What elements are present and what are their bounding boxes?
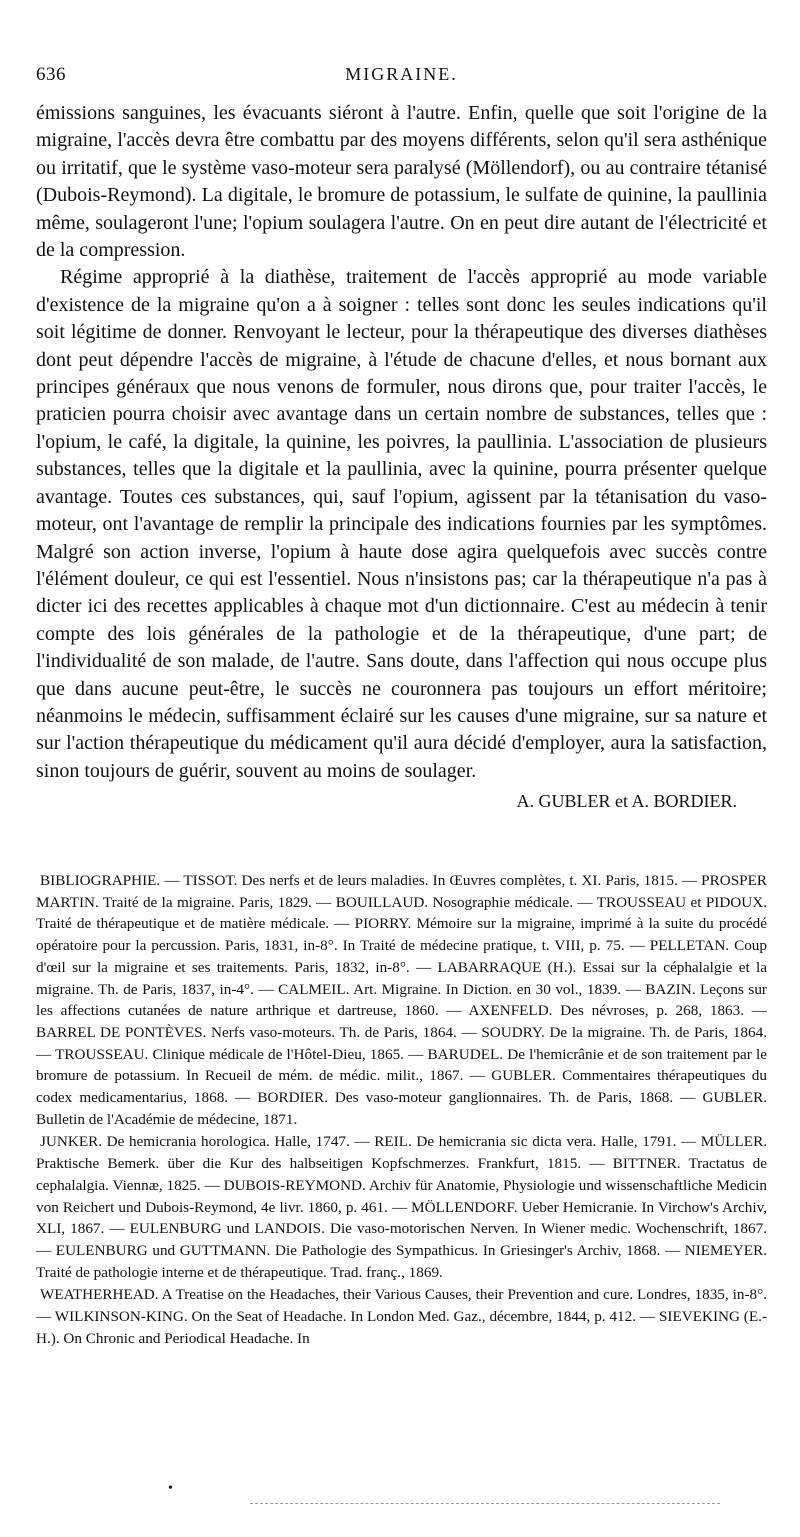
paragraph-2: Régime approprié à la diathèse, traitement de l'accès approprié au mode variable d'existence de la migraine qu'on a à soigner : telles sont donc les seules indications qu'il soit légitime de donner. Renvoyant le lecteur, pour la thérapeutique des diverses diathèses dont peut dépendre l'accès de migraine, à l'étude de chacune d'elles, et nous bornant aux principes généraux que nous venons de formuler, nous dirons que, pour traiter l'accès, le praticien pourra choisir avec avantage dans un certain nombre de substances, telles que : l'opium, le café, la digitale, la quinine, les poivres, la paullinia. L'association de plusieurs substances, telles que la digitale et la paullinia, avec la quinine, pourra présenter quelque avantage. Toutes ces substances, qui, sauf l'opium, agissent par la tétanisation du vaso-moteur, ont l'avantage de remplir la principale des indications fournies par les symptômes. Malgré son action inverse, l'opium à haute dose agira quelquefois avec succès contre l'élément douleur, ce qui est l'essentiel. Nous n'insistons pas; car la thérapeutique n'a pas à dicter ici des recettes applicables à chaque mot d'un dictionnaire. C'est au médecin à tenir compte des lois générales de la pathologie et de la thérapeutique, d'une part; de l'individualité de son malade, de l'autre. Sans doute, dans l'affection qui nous occupe plus que dans aucune peut-être, le succès ne couronnera pas toujours un effort méritoire; néanmoins le médecin, suffisamment éclairé sur les causes d'une migraine, sur sa nature et sur l'action thérapeutique du médicament qu'il aura décidé d'employer, aura la satisfaction, sinon toujours de guérir, souvent au moins de soulager. [36, 266, 767, 782]
document-page [36, 0, 767, 1537]
bibliography-english: WEATHERHEAD. A Treatise on the Headaches, their Various Causes, their Prevention and cure. Londres, 1835, in-8°. — WILKINSON-KING. On the Seat of Headache. In London Med. Gaz., décembre, 1844, p. 412. — SIEVEKING (E.-H.). On Chronic and Periodical Headache. In [36, 1286, 767, 1347]
bibliography-french: BIBLIOGRAPHIE. — TISSOT. Des nerfs et de leurs maladies. In Œuvres complètes, t. XI. Paris, 1815. — PROSPER MARTIN. Traité de la migraine. Paris, 1829. — BOUILLAUD. Nosographie médicale. — TROUSSEAU et PIDOUX. Traité de thérapeutique et de matière médicale. — PIORRY. Mémoire sur la migraine, imprimé à la suite du procédé opératoire pour la percussion. Paris, 1831, in-8°. In Traité de médecine pratique, t. VIII, p. 75. — PELLETAN. Coup d'œil sur la migraine et ses traitements. Paris, 1832, in-8°. — LABARRAQUE (H.). Essai sur la céphalalgie et la migraine. Th. de Paris, 1837, in-4°. — CALMEIL. Art. Migraine. In Diction. en 30 vol., 1839. — BAZIN. Leçons sur les affections cutanées de nature arthrique et dartreuse, 1860. — AXENFELD. Des névroses, p. 268, 1863. — BARREL DE PONTÈVES. Nerfs vaso-moteurs. Th. de Paris, 1864. — SOUDRY. De la migraine. Th. de Paris, 1864. — TROUSSEAU. Clinique médicale de l'Hôtel-Dieu, 1865. — BARUDEL. De l'hemicrânie et de son traitement par le bromure de potassium. In Recueil de mém. de médic. milit., 1867. — GUBLER. Commentaires thérapeutiques du codex medicamentarius, 1868. — BORDIER. Des vaso-moteur ganglionnaires. Th. de Paris, 1868. — GUBLER. Bulletin de l'Académie de médecine, 1871. [36, 872, 767, 1128]
paragraph-1: émissions sanguines, les évacuants siéront à l'autre. Enfin, quelle que soit l'origine de la migraine, l'accès devra être combattu par des moyens différents, selon qu'il sera asthénique ou irritatif, que le système vaso-moteur sera paralysé (Möllendorf), ou au contraire tétanisé (Dubois-Reymond). La digitale, le bromure de potassium, le sulfate de quinine, la paullinia même, soulageront l'une; l'opium soulagera l'autre. On en peut dire autant de l'électricité et de la compression. [36, 102, 767, 262]
bottom-rule [250, 1503, 720, 1504]
author-signature: A. GUBLER et A. BORDIER. [516, 791, 737, 812]
page-number: 636 [36, 64, 66, 85]
running-head [36, 64, 767, 94]
bibliography-german: JUNKER. De hemicrania horologica. Halle, 1747. — REIL. De hemicrania sic dicta vera. Halle, 1791. — MÜLLER. Praktische Bemerk. über die Kur des halbseitigen Kopfschmerzes. Frankfurt, 1815. — BITTNER. Tractatus de cephalalgia. Viennæ, 1825. — DUBOIS-REYMOND. Archiv für Anatomie, Physiologie und wissenschaftliche Medicin von Reichert und Dubois-Reymond, 4e livr. 1860, p. 461. — MÖLLENDORF. Ueber Hemicranie. In Virchow's Archiv, XLI, 1867. — EULENBURG und LANDOIS. Die vaso-motorischen Nerven. In Wiener medic. Wochenschrift, 1867. — EULENBURG und GUTTMANN. Die Pathologie des Sympathicus. In Griesinger's Archiv, 1868. — NIEMEYER. Traité de pathologie interne et de thérapeutique. Trad. franç., 1869. [36, 1133, 767, 1281]
running-title: MIGRAINE. [345, 64, 458, 84]
bibliography [36, 870, 767, 1350]
body-text [36, 100, 767, 815]
printer-mark: • [168, 1481, 173, 1496]
